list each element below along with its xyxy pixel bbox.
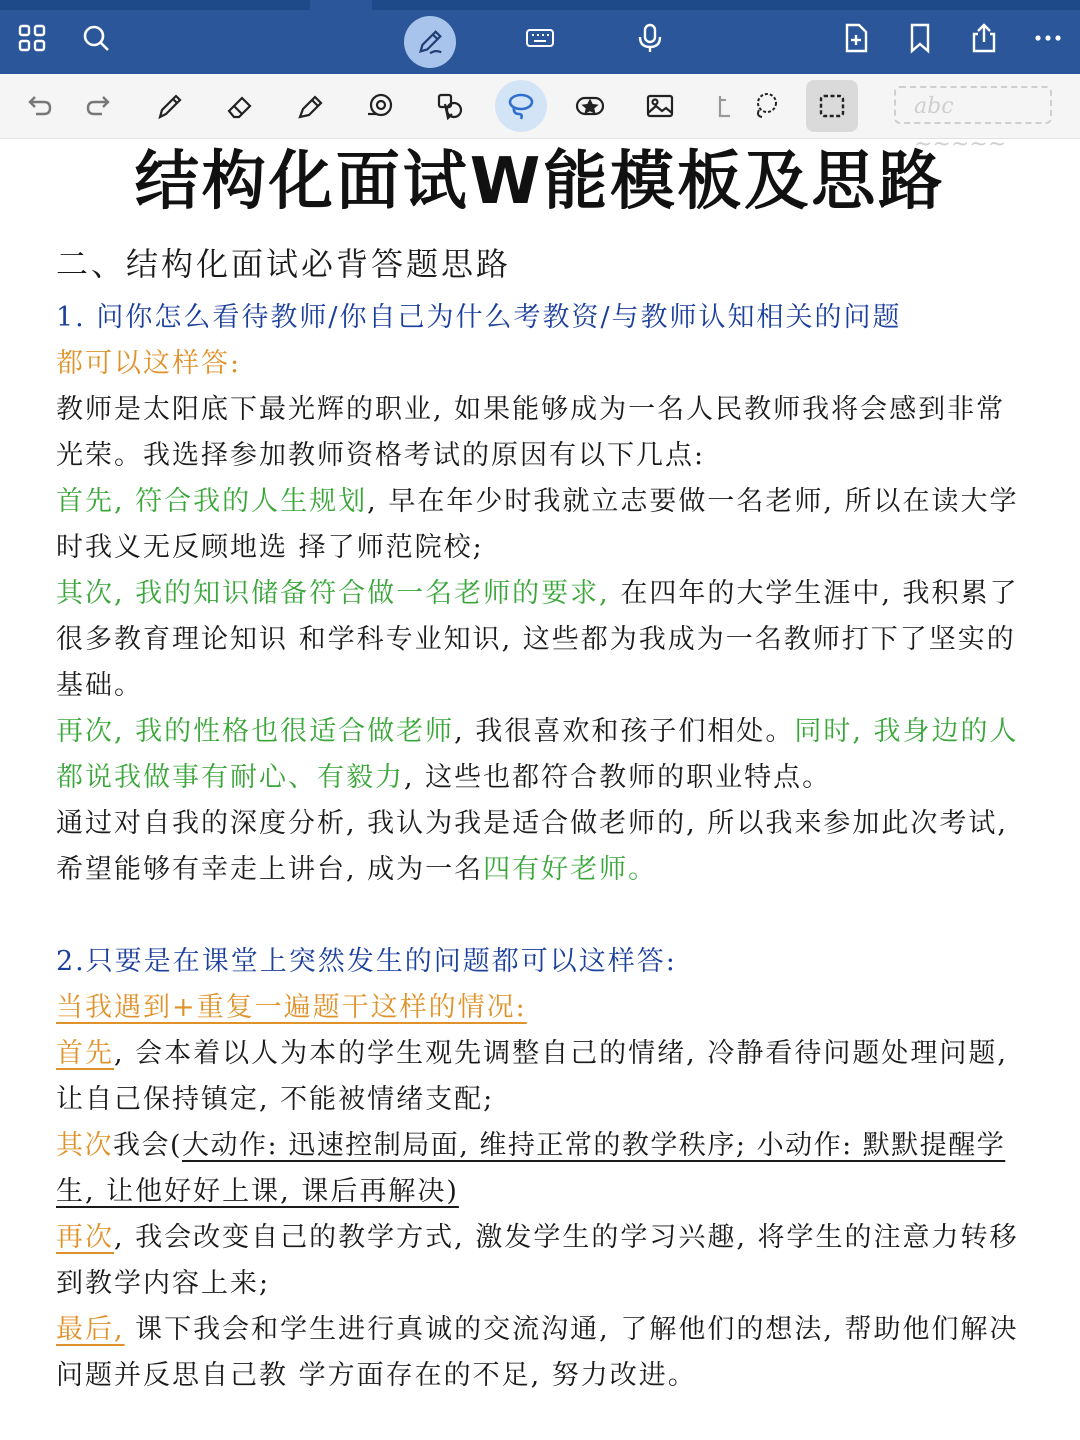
section-heading: 二、结构化面试必背答题思路 [56,245,512,283]
q1-p4-highlight: 再次, 我的性格也很适合做老师 [56,716,455,747]
crop-icon[interactable] [698,82,746,130]
q2-s1-line2: 让自己保持镇定, 不能被情绪支配; [56,1084,495,1115]
bookmark-icon[interactable] [896,14,944,62]
shape-icon[interactable] [356,82,404,130]
q1-p5-text: 希望能够有幸走上讲台, 成为一名 [56,854,484,885]
q1-p3-line3: 基础。 [56,670,143,701]
q2-s4-text: 课下我会和学生进行真诚的交流沟通, 了解他们的想法, 帮助他们解决 [124,1314,1019,1345]
q1-p3-line2: 很多教育理论知识 和学科专业知识, 这些都为我成为一名教师打下了坚实的 [56,624,1016,655]
q2-s2-text: 我会( [113,1130,183,1161]
eraser-icon[interactable] [216,82,264,130]
q2-s3-line1 [56,1218,1019,1258]
q1-p4-text: , 我很喜欢和孩子们相处。 [454,716,795,747]
q1-p4-highlight2: 同时, 我身边的人 [794,716,1019,747]
q1-p3-text: 在四年的大学生涯中, 我积累了 [609,578,1019,609]
q2-s2-line2: 生, 让他好好上课, 课后再解决) [56,1176,459,1207]
q2-s2-label: 其次 [56,1130,113,1161]
q2-lead: 当我遇到+重复一遍题干这样的情况: [56,992,527,1023]
image-icon[interactable] [636,82,684,130]
redo-icon[interactable] [76,82,124,130]
page-title: 结构化面试W能模板及思路 [134,145,946,219]
q1-p2-line1 [56,482,1019,522]
ai-lasso-icon[interactable] [742,82,790,130]
add-page-icon[interactable] [832,14,880,62]
q2-s3-text: , 我会改变自己的教学方式, 激发学生的学习兴趣, 将学生的注意力转移 [114,1222,1019,1253]
q2-s1-line1 [56,1034,1008,1074]
q2-s3-line2: 到教学内容上来; [56,1268,271,1299]
q1-p1-line1: 教师是太阳底下最光辉的职业, 如果能够成为一名人民教师我将会感到非常 [56,394,1006,425]
q1-p5-line1: 通过对自我的深度分析, 我认为我是适合做老师的, 所以我来参加此次考试, [56,808,1008,839]
pencil-icon[interactable] [146,82,194,130]
q1-p3-highlight: 其次, 我的知识储备符合做一名老师的要求, [56,578,610,609]
q1-p5-line2 [56,850,657,890]
q1-p2-highlight: 首先, 符合我的人生规划 [56,486,368,517]
q2-s4-line2: 问题并反思自己教 学方面存在的不足, 努力改进。 [56,1360,697,1391]
q1-p4-line1 [56,712,1019,752]
handwriting-to-text-field[interactable]: abc ~~~~~ [894,86,1052,124]
share-icon[interactable] [960,14,1008,62]
element-icon[interactable] [426,82,474,130]
lasso-icon[interactable] [497,82,545,130]
q1-p4-text2: , 这些也都符合教师的职业特点。 [404,762,832,793]
q2-s2-line1 [56,1126,1005,1166]
q1-lead: 都可以这样答: [56,348,242,379]
q1-p2-line2: 时我义无反顾地选 择了师范院校; [56,532,484,563]
tab-strip-right [372,0,1080,10]
undo-icon[interactable] [14,82,62,130]
pen-mode-icon[interactable] [404,16,456,68]
search-icon[interactable] [72,14,120,62]
q2-s3-label: 再次 [56,1222,114,1253]
q2-s1-label: 首先 [56,1038,114,1069]
q2-s1-text: , 会本着以人为本的学生观先调整自己的情绪, 冷静看待问题处理问题, [114,1038,1008,1069]
keyboard-icon[interactable] [516,14,564,62]
q1-p4-highlight3: 都说我做事有耐心、有毅力 [56,762,404,793]
q2-s4-line1 [56,1310,1019,1350]
question-2: 2.只要是在课堂上突然发生的问题都可以这样答: [56,946,677,977]
highlighter-icon[interactable] [286,82,334,130]
q1-p3-line1 [56,574,1019,614]
top-toolbar [0,0,1080,74]
select-icon[interactable] [808,82,856,130]
question-1: 1. 问你怎么看待教师/你自己为什么考教资/与教师认知相关的问题 [56,302,902,333]
q1-p5-highlight: 四有好老师。 [483,854,658,885]
q1-p2-text: , 早在年少时我就立志要做一名老师, 所以在读大学 [367,486,1019,517]
more-icon[interactable] [1024,14,1072,62]
grid-icon[interactable] [8,14,56,62]
q2-s2-underlined: 大动作: 迅速控制局面, 维持正常的教学秩序; 小动作: 默默提醒学 [182,1130,1006,1161]
q1-p1-line2: 光荣。我选择参加教师资格考试的原因有以下几点: [56,440,706,471]
tab-strip-left [0,0,310,10]
microphone-icon[interactable] [626,14,674,62]
sticker-icon[interactable] [566,82,614,130]
drawing-toolbar [0,74,1080,157]
q1-p4-line2 [56,758,831,798]
q2-s4-label: 最后, [56,1314,125,1345]
